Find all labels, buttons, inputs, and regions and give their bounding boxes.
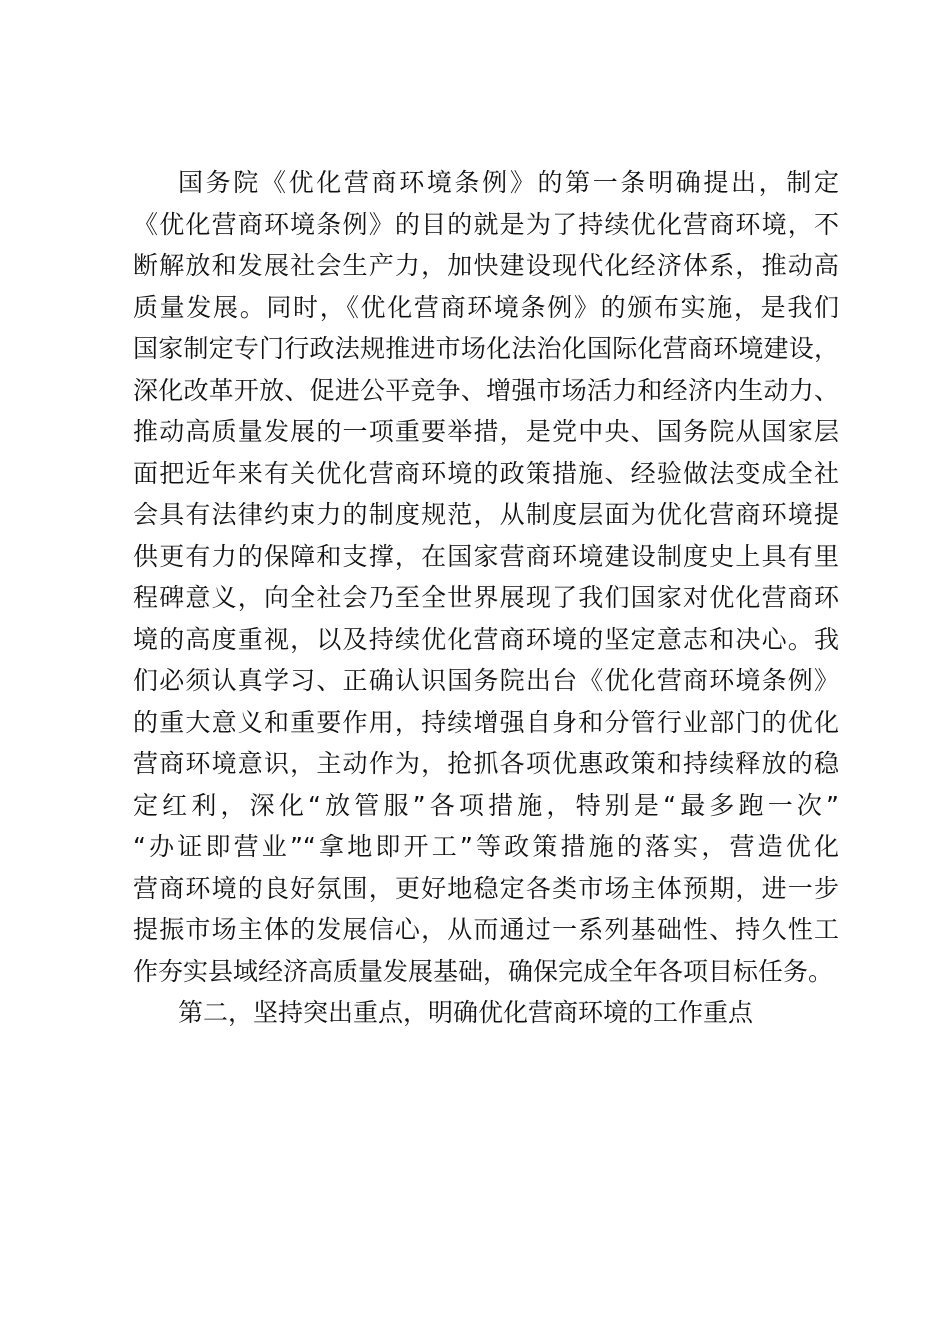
paragraph-line: 定红利，深化“放管服”各项措施，特别是“最多跑一次” <box>133 790 839 820</box>
section-heading-line: 第二，坚持突出重点，明确优化营商环境的工作重点 <box>178 998 754 1027</box>
paragraph-line: 国家制定专门行政法规推进市场化法治化国际化营商环境建设， <box>133 334 839 363</box>
paragraph-line: 程碑意义，向全社会乃至全世界展现了我们国家对优化营商环 <box>133 583 839 612</box>
paragraph-line: 深化改革开放、促进公平竞争、增强市场活力和经济内生动力、 <box>133 375 839 405</box>
paragraph-line: 质量发展。同时，《优化营商环境条例》的颁布实施，是我们 <box>133 292 839 322</box>
paragraph-line: 推动高质量发展的一项重要举措，是党中央、国务院从国家层 <box>133 417 839 446</box>
paragraph-line: 作夯实县域经济高质量发展基础，确保完成全年各项目标任务。 <box>133 956 834 986</box>
paragraph-line: “办证即营业”“拿地即开工”等政策措施的落实，营造优化 <box>133 832 839 861</box>
paragraph-line: 提振市场主体的发展信心，从而通过一系列基础性、持久性工 <box>133 915 839 944</box>
paragraph-line: 供更有力的保障和支撑，在国家营商环境建设制度史上具有里 <box>133 541 839 571</box>
paragraph-line: 的重大意义和重要作用，持续增强自身和分管行业部门的优化 <box>133 707 839 737</box>
paragraph-line: 断解放和发展社会生产力，加快建设现代化经济体系，推动高 <box>133 251 839 280</box>
paragraph-line: 营商环境的良好氛围，更好地稳定各类市场主体预期，进一步 <box>133 873 839 903</box>
document-body <box>133 162 839 1034</box>
paragraph-line: 国务院《优化营商环境条例》的第一条明确提出，制定 <box>178 168 839 197</box>
paragraph-line: 境的高度重视，以及持续优化营商环境的坚定意志和决心。我 <box>133 624 839 654</box>
paragraph-line: 会具有法律约束力的制度规范，从制度层面为优化营商环境提 <box>133 500 839 529</box>
paragraph-line: 营商环境意识，主动作为，抢抓各项优惠政策和持续释放的稳 <box>133 749 839 778</box>
paragraph-line: 《优化营商环境条例》的目的就是为了持续优化营商环境，不 <box>133 209 839 239</box>
paragraph-line: 面把近年来有关优化营商环境的政策措施、经验做法变成全社 <box>133 458 839 488</box>
paragraph-line: 们必须认真学习、正确认识国务院出台《优化营商环境条例》 <box>133 666 839 695</box>
